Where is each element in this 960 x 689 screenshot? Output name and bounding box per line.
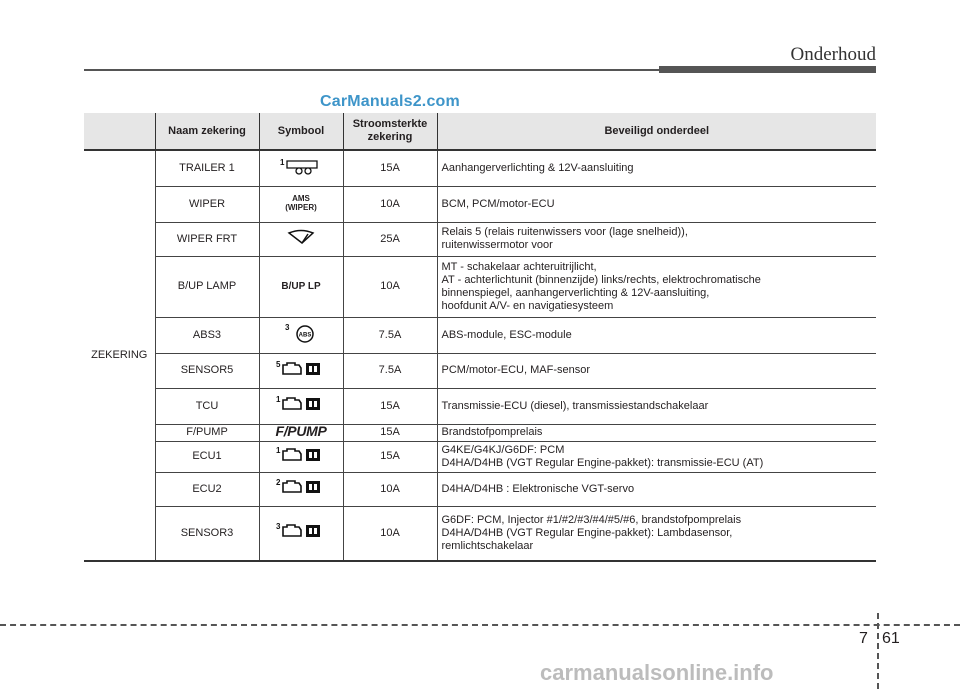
table-row [84, 424, 876, 441]
fuse-current: 10A [343, 506, 437, 561]
fuse-protected-component [437, 441, 876, 472]
fuse-protected-component [437, 353, 876, 388]
description-line: D4HA/D4HB (VGT Regular Engine-pakket): Lambdasensor, [441, 526, 733, 539]
fuse-current: 15A [343, 150, 437, 186]
fuse-protected-component [437, 150, 876, 186]
fuse-name: SENSOR3 [155, 506, 259, 561]
fuse-symbol [259, 353, 343, 388]
description-line: D4HA/D4HB : Elektronische VGT-servo [441, 482, 635, 495]
fuse-symbol [259, 186, 343, 222]
header-current [343, 113, 437, 150]
fuse-name: ECU2 [155, 472, 259, 506]
engine-ecu-icon [275, 522, 327, 544]
description-line: Relais 5 (relais ruitenwissers voor (lage snelheid)), [441, 226, 688, 238]
engine-ecu-icon [275, 395, 327, 417]
page-number: 61 [882, 630, 900, 647]
watermark-top: CarManuals2.com [320, 93, 460, 110]
engine-ecu-icon [275, 359, 327, 382]
fuse-protected-component [437, 472, 876, 506]
table-header-row [84, 113, 876, 150]
header-rule [84, 69, 659, 71]
fuse-name: ECU1 [155, 441, 259, 472]
description-line: ruitenwissermotor voor [441, 239, 553, 251]
header-bar [659, 66, 876, 73]
description-line: ABS-module, ESC-module [441, 328, 572, 341]
fpump-symbol-text [275, 423, 326, 439]
svg-text:1: 1 [276, 445, 281, 455]
description-line: BCM, PCM/motor-ECU [441, 197, 555, 210]
svg-text:2: 2 [276, 478, 281, 487]
svg-text:ABS: ABS [298, 332, 312, 339]
fuse-table [84, 113, 876, 562]
watermark-bottom: carmanualsonline.info [540, 660, 774, 685]
svg-text:1: 1 [276, 395, 281, 404]
description-line: MT - schakelaar achteruitrijlicht, [441, 260, 597, 273]
engine-ecu-icon [275, 445, 327, 468]
bup-lamp-symbol-text [281, 282, 320, 292]
table-row [84, 506, 876, 561]
table-row [84, 317, 876, 353]
fuse-symbol [259, 424, 343, 441]
table-row [84, 472, 876, 506]
page-header-title: Onderhoud [790, 44, 876, 65]
chapter-number: 7 [859, 630, 868, 647]
fuse-protected-component [437, 506, 876, 561]
footer-rule [0, 624, 960, 626]
fuse-protected-component [437, 424, 876, 441]
description-line: Aanhangerverlichting & 12V-aansluiting [441, 161, 634, 174]
fuse-symbol [259, 441, 343, 472]
fuse-name: WIPER [155, 186, 259, 222]
table-row [84, 186, 876, 222]
symbol-text-line: AMS [292, 194, 310, 203]
symbol-text-line: (WIPER) [285, 203, 317, 212]
fuse-symbol [259, 317, 343, 353]
engine-ecu-icon [275, 478, 327, 500]
wiper-icon [286, 236, 316, 248]
description-line: AT - achterlichtunit (binnenzijde) links/rechts, elektrochromatische [441, 273, 761, 286]
fuse-symbol [259, 472, 343, 506]
fuse-current: 15A [343, 424, 437, 441]
ams-wiper-symbol-text [285, 194, 317, 212]
table-row [84, 222, 876, 256]
fuse-name: F/PUMP [155, 424, 259, 441]
svg-text:1: 1 [280, 158, 285, 168]
fuse-protected-component [437, 317, 876, 353]
fuse-table-body [84, 150, 876, 561]
table-row [84, 150, 876, 186]
header-symbol: Symbool [259, 113, 343, 150]
svg-text:3: 3 [285, 323, 290, 332]
fuse-symbol [259, 222, 343, 256]
fuse-name: ABS3 [155, 317, 259, 353]
table-row [84, 256, 876, 317]
fuse-symbol [259, 150, 343, 186]
fuse-group-label: ZEKERING [84, 150, 155, 561]
header-fuse-name: Naam zekering [155, 113, 259, 150]
fuse-protected-component [437, 388, 876, 424]
fuse-protected-component [437, 222, 876, 256]
description-line: PCM/motor-ECU, MAF-sensor [441, 364, 591, 376]
fuse-name: WIPER FRT [155, 222, 259, 256]
description-line: hoofdunit A/V- en navigatiesysteem [441, 299, 614, 312]
table-row [84, 353, 876, 388]
fuse-current: 10A [343, 256, 437, 317]
fuse-current: 7.5A [343, 353, 437, 388]
description-line: G6DF: PCM, Injector #1/#2/#3/#4/#5/#6, brandstofpomprelais [441, 513, 742, 526]
table-row [84, 441, 876, 472]
fuse-symbol [259, 256, 343, 317]
description-line: remlichtschakelaar [441, 539, 534, 552]
fuse-protected-component [437, 186, 876, 222]
fuse-current: 10A [343, 186, 437, 222]
fuse-protected-component [437, 256, 876, 317]
fuse-name: SENSOR5 [155, 353, 259, 388]
symbol-text-line: B/UP LP [281, 281, 321, 292]
table-row [84, 388, 876, 424]
svg-text:3: 3 [276, 522, 281, 532]
description-line: Transmissie-ECU (diesel), transmissiestandschakelaar [441, 399, 709, 412]
symbol-text-line: F/PUMP [275, 423, 327, 439]
description-line: D4HA/D4HB (VGT Regular Engine-pakket): transmissie-ECU (AT) [441, 456, 764, 469]
fuse-symbol [259, 388, 343, 424]
description-line: binnenspiegel, aanhangerverlichting & 12V-aansluiting, [441, 286, 710, 299]
trailer-icon [279, 158, 323, 178]
svg-text:5: 5 [276, 359, 281, 369]
fuse-symbol [259, 506, 343, 561]
fuse-current: 25A [343, 222, 437, 256]
fuse-current: 7.5A [343, 317, 437, 353]
fuse-current: 10A [343, 472, 437, 506]
header-group [84, 113, 155, 150]
header-current-label: Stroomsterkte zekering [352, 118, 428, 143]
description-line: G4KE/G4KJ/G6DF: PCM [441, 443, 565, 456]
fuse-current: 15A [343, 388, 437, 424]
abs-icon [284, 323, 318, 347]
fuse-name: B/UP LAMP [155, 256, 259, 317]
fuse-current: 15A [343, 441, 437, 472]
footer-divider [877, 613, 879, 689]
description-line: Brandstofpomprelais [441, 426, 543, 438]
fuse-name: TCU [155, 388, 259, 424]
header-protected-component: Beveiligd onderdeel [437, 113, 876, 150]
fuse-name: TRAILER 1 [155, 150, 259, 186]
